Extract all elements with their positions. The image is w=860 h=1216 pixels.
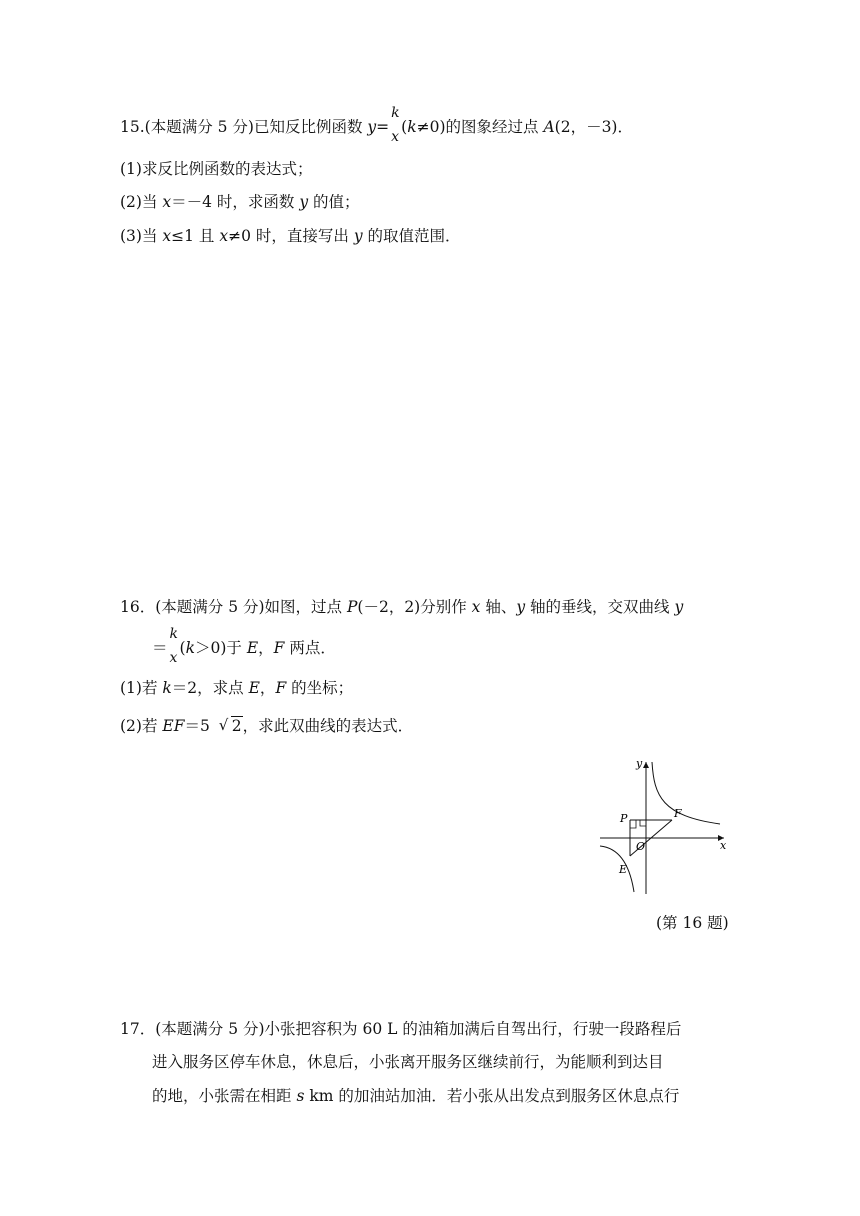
figure-label-F: F xyxy=(674,807,682,820)
q17-stem-line-2: 进入服务区停车休息，休息后，小张离开服务区继续前行，为能顺利到达目 xyxy=(152,1053,664,1071)
q17-stem-line-3: 的地，小张需在相距 s km 的加油站加油．若小张从出发点到服务区休息点行 xyxy=(152,1087,680,1105)
right-angle-mark xyxy=(640,820,646,826)
q15-stem: 15.(本题满分 5 分)已知反比例函数 y= k x (k≠0)的图象经过点 A(2，－3)． xyxy=(120,105,633,145)
q15-part-3: (3)当 x≤1 且 x≠0 时，直接写出 y 的取值范围． xyxy=(120,227,461,245)
q16-part-1: (1)若 k＝2，求点 E，F 的坐标； xyxy=(120,679,354,697)
figure-label-P: P xyxy=(620,812,628,825)
hyperbola-branch-first-quadrant xyxy=(652,762,720,824)
hyperbola-branch-third-quadrant xyxy=(600,846,634,892)
figure-label-x: x xyxy=(720,839,727,852)
figure-caption: (第 16 题) xyxy=(656,914,729,932)
q15-part-1: (1)求反比例函数的表达式； xyxy=(120,160,313,178)
figure-label-O: O xyxy=(636,840,646,853)
q17-stem-line-1: 17．(本题满分 5 分)小张把容积为 60 L 的油箱加满后自驾出行，行驶一段路程后 xyxy=(120,1020,682,1038)
right-angle-mark xyxy=(630,820,636,828)
square-root: √ 2 xyxy=(218,716,242,735)
radical-sign-icon: √ xyxy=(218,716,229,734)
y-axis-arrow-icon xyxy=(643,762,649,768)
figure-label-E: E xyxy=(619,863,628,876)
q16-part-2: (2)若 EF＝5 √ 2，求此双曲线的表达式． xyxy=(120,716,414,735)
fraction-k-over-x: k x xyxy=(391,105,400,145)
q16-stem-line-1: 16．(本题满分 5 分)如图，过点 P(－2，2)分别作 x 轴、y 轴的垂线，交双曲线 y xyxy=(120,598,684,616)
fraction-k-over-x: k x xyxy=(169,626,178,666)
figure-label-y: y xyxy=(636,757,643,770)
hyperbola-figure xyxy=(592,756,732,896)
q15-part-2: (2)当 x＝－4 时，求函数 y 的值； xyxy=(120,193,360,211)
q16-stem-line-2: ＝ k x (k＞0)于 E，F 两点． xyxy=(152,626,336,666)
